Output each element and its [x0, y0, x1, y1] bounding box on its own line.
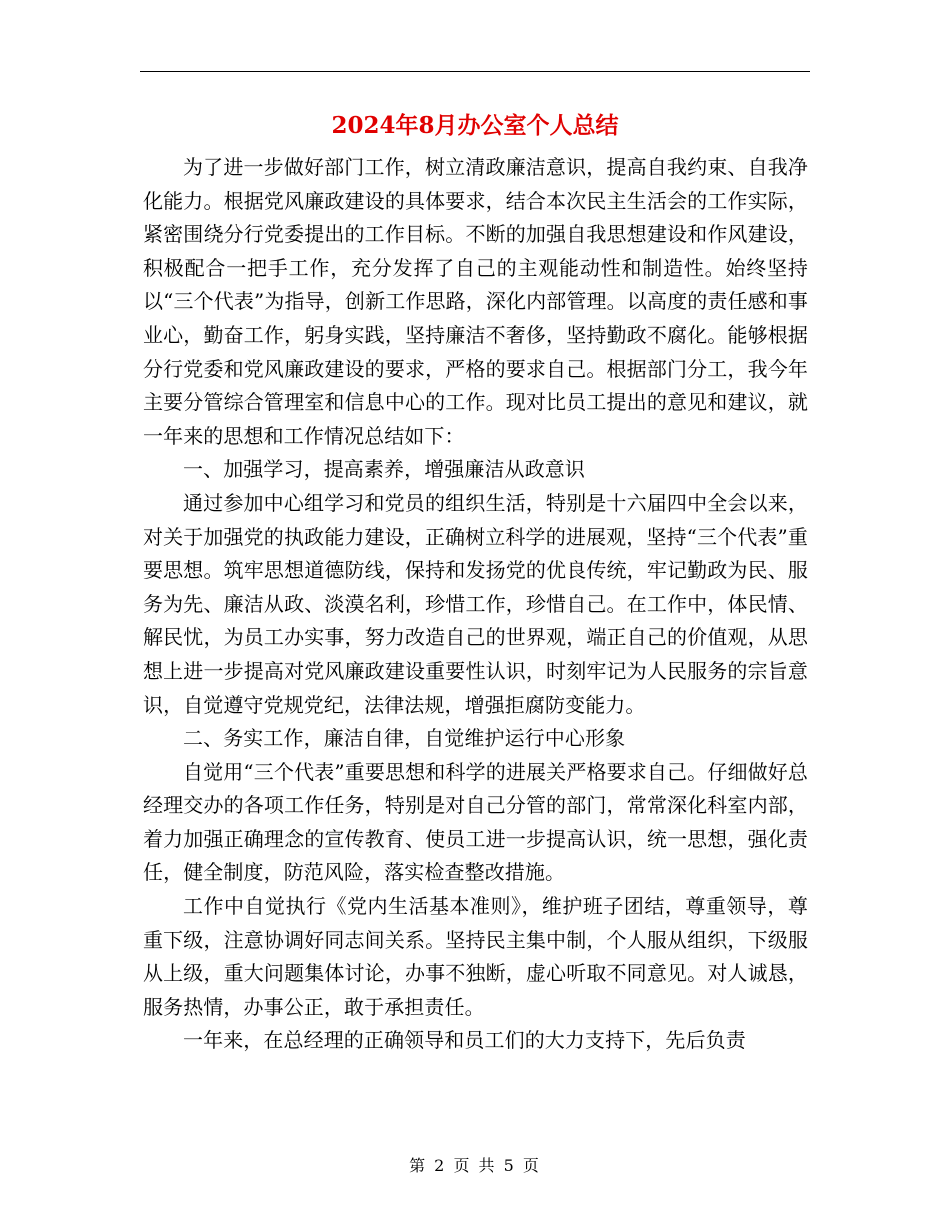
- paragraph-section-1: 通过参加中心组学习和党员的组织生活，特别是十六届四中全会以来，对关于加强党的执政能力建设，正确树立科学的进展观，坚持“三个代表”重要思想。筑牢思想道德防线，保持和发扬党的优良传统，牢记勤政为民、服务为先、廉洁从政、淡漠名利，珍惜工作，珍惜自己。在工作中，体民情、解民忧，为员工办实事，努力改造自己的世界观，端正自己的价值观，从思想上进一步提高对党风廉政建设重要性认识，时刻牢记为人民服务的宗旨意识，自觉遵守党规党纪，法律法规，增强拒腐防变能力。: [143, 490, 808, 717]
- paragraph-section-2a: 自觉用“三个代表”重要思想和科学的进展关严格要求自己。仔细做好总经理交办的各项工作任务，特别是对自己分管的部门，常常深化科室内部，着力加强正确理念的宣传教育、使员工进一步提高认识，统一思想，强化责任，健全制度，防范风险，落实检查整改措施。: [143, 759, 808, 885]
- paragraph-section-2b: 工作中自觉执行《党内生活基本准则》，维护班子团结，尊重领导，尊重下级，注意协调好同志间关系。坚持民主集中制，个人服从组织，下级服从上级，重大问题集体讨论，办事不独断，虚心听取不同意见。对人诚恳，服务热情，办事公正，敢于承担责任。: [143, 894, 808, 1019]
- paragraph-section-2c: 一年来，在总经理的正确领导和员工们的大力支持下，先后负责: [183, 1028, 746, 1053]
- section-heading-1: 一、加强学习，提高素养，增强廉洁从政意识: [183, 457, 585, 482]
- section-heading-2: 二、务实工作，廉洁自律，自觉维护运行中心形象: [183, 726, 626, 751]
- paragraph-intro: 为了进一步做好部门工作，树立清政廉洁意识，提高自我约束、自我净化能力。根据党风廉政建设的具体要求，结合本次民主生活会的工作实际，紧密围绕分行党委提出的工作目标。不断的加强自我思想建设和作风建设，积极配合一把手工作，充分发挥了自己的主观能动性和制造性。始终坚持以“三个代表”为指导，创新工作思路，深化内部管理。以高度的责任感和事业心，勤奋工作，躬身实践，坚持廉洁不奢侈，坚持勤政不腐化。能够根据分行党委和党风廉政建设的要求，严格的要求自己。根据部门分工，我今年主要分管综合管理室和信息中心的工作。现对比员工提出的意见和建议，就一年来的思想和工作情况总结如下：: [143, 155, 808, 448]
- document-title: 2024年8月办公室个人总结: [331, 112, 619, 139]
- page-footer: 第 2 页 共 5 页: [409, 1156, 541, 1175]
- document-body: [143, 151, 808, 1058]
- header-rule: [140, 71, 810, 72]
